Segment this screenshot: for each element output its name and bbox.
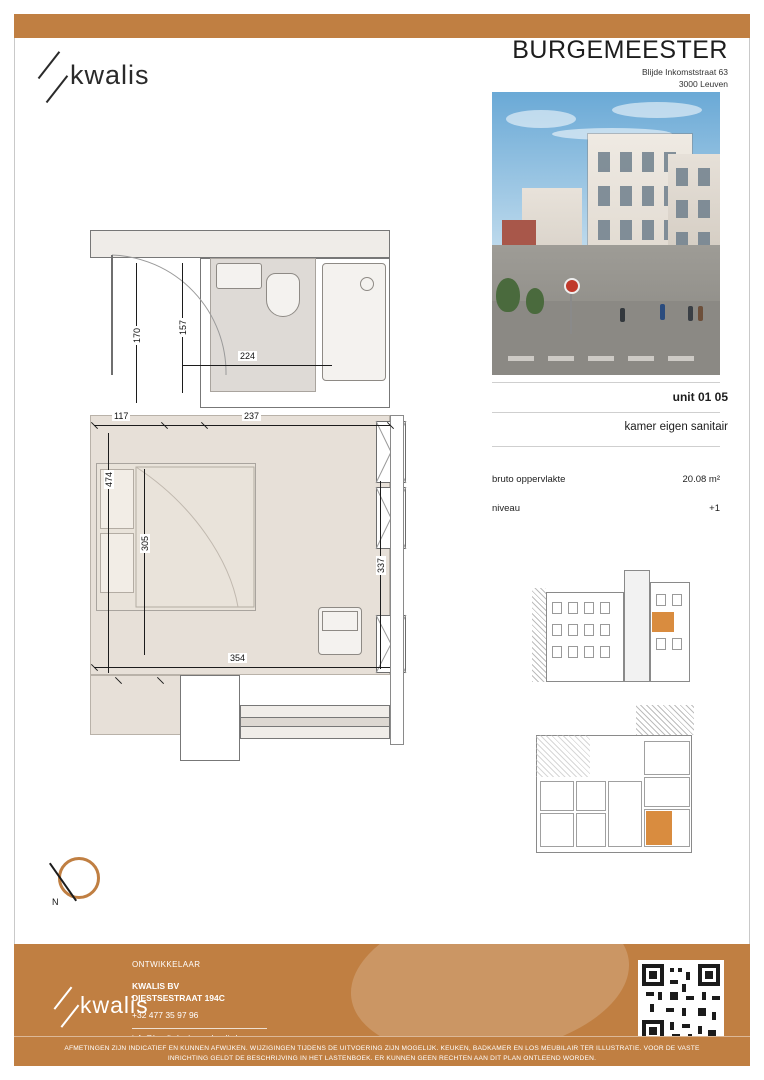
north-circle-icon: [58, 857, 100, 899]
north-label: N: [52, 897, 59, 907]
dimension-354: 354: [230, 653, 246, 663]
dimension-237: 237: [244, 411, 260, 421]
render-person: [688, 306, 693, 321]
qr-code[interactable]: [638, 960, 724, 1046]
render-cloud: [506, 110, 576, 128]
logo-slash-icon: [38, 51, 60, 79]
toilet-fixture: [266, 273, 300, 317]
address-line-1: Blijde Inkomststraat 63: [642, 67, 728, 77]
key-plan-diagram: [528, 705, 698, 855]
disclaimer-text: [14, 1036, 750, 1066]
top-accent-band: [14, 14, 750, 38]
developer-phone: +32 477 35 97 96: [132, 1010, 199, 1020]
dimension-117: 117: [114, 411, 129, 421]
brand-logo-text: kwalis: [70, 60, 150, 90]
spec-label: niveau: [492, 503, 520, 514]
dimension-170: 170: [132, 327, 142, 343]
logo-slash-icon: [61, 1004, 79, 1027]
divider: [492, 412, 720, 413]
unit-type: kamer eigen sanitair: [624, 421, 728, 433]
pillow-furniture: [100, 533, 134, 593]
footer-brand-text: kwalis: [80, 992, 149, 1018]
lower-wall: [180, 675, 240, 761]
divider: [132, 1028, 267, 1029]
key-plan-unit-highlight: [646, 811, 672, 845]
section-unit-highlight: [652, 612, 674, 632]
divider: [492, 446, 720, 447]
render-tree: [526, 288, 544, 314]
render-tree: [496, 278, 520, 312]
dimension-line: [94, 425, 390, 426]
dimension-line: [94, 667, 390, 668]
building-section-diagram: [532, 560, 690, 682]
north-arrow: [52, 855, 106, 909]
render-cloud: [612, 102, 702, 118]
chair-back-furniture: [322, 611, 358, 631]
qr-code-pattern: [642, 964, 720, 1042]
developer-name-line-1: KWALIS BV: [132, 981, 180, 991]
dimension-line: [144, 469, 145, 655]
render-pavement: [492, 301, 720, 375]
brand-logo: [28, 46, 208, 104]
developer-label: ONTWIKKELAAR: [132, 960, 201, 969]
dimension-474: 474: [104, 471, 114, 487]
developer-name: [132, 980, 225, 1004]
logo-slash-icon: [54, 986, 72, 1009]
address-line-2: 3000 Leuven: [678, 79, 728, 89]
shower-fixture: [322, 263, 386, 381]
right-wall: [390, 415, 404, 745]
render-stopsign-icon: [564, 278, 580, 294]
dimension-224: 224: [240, 351, 256, 361]
render-person: [660, 304, 665, 320]
project-address: [642, 66, 728, 90]
dimension-line: [182, 365, 332, 366]
bed-blanket-icon: [134, 465, 258, 611]
spec-value: 20.08 m²: [682, 474, 720, 485]
dimension-157: 157: [178, 319, 188, 335]
project-title: BURGEMEESTER: [512, 36, 728, 64]
dimension-337: 337: [376, 557, 386, 573]
render-person: [698, 306, 703, 321]
spec-value: +1: [709, 503, 720, 514]
render-person: [620, 308, 625, 322]
disclaimer-line-1: AFMETINGEN ZIJN INDICATIEF EN KUNNEN AFWIJKEN. WIJZIGINGEN TIJDENS DE UITVOERING ZIJN MOGELIJK. KEUKEN, BADKAMER EN LOS MEUBILAIR TER ILLUSTRATIE. VOOR DE VASTE: [64, 1045, 700, 1052]
divider: [492, 382, 720, 383]
railing-symbol: [240, 717, 390, 727]
disclaimer-line-2: INRICHTING GELDT DE BESCHRIJVING IN HET LASTENBOEK. ER KUNNEN GEEN RECHTEN AAN DIT PLAN ONTLEEND WORDEN.: [167, 1055, 597, 1062]
shower-drain-icon: [360, 277, 374, 291]
dimension-line: [380, 481, 381, 669]
unit-code: unit 01 05: [672, 390, 728, 404]
developer-name-line-2: DIESTSESTRAAT 194C: [132, 993, 225, 1003]
unit-floor-plan: [60, 225, 460, 785]
logo-slash-icon: [46, 75, 68, 103]
dimension-305: 305: [140, 535, 150, 551]
building-render-image: [492, 92, 720, 375]
door-swing-icon: [108, 251, 228, 381]
spec-label: bruto oppervlakte: [492, 474, 566, 485]
